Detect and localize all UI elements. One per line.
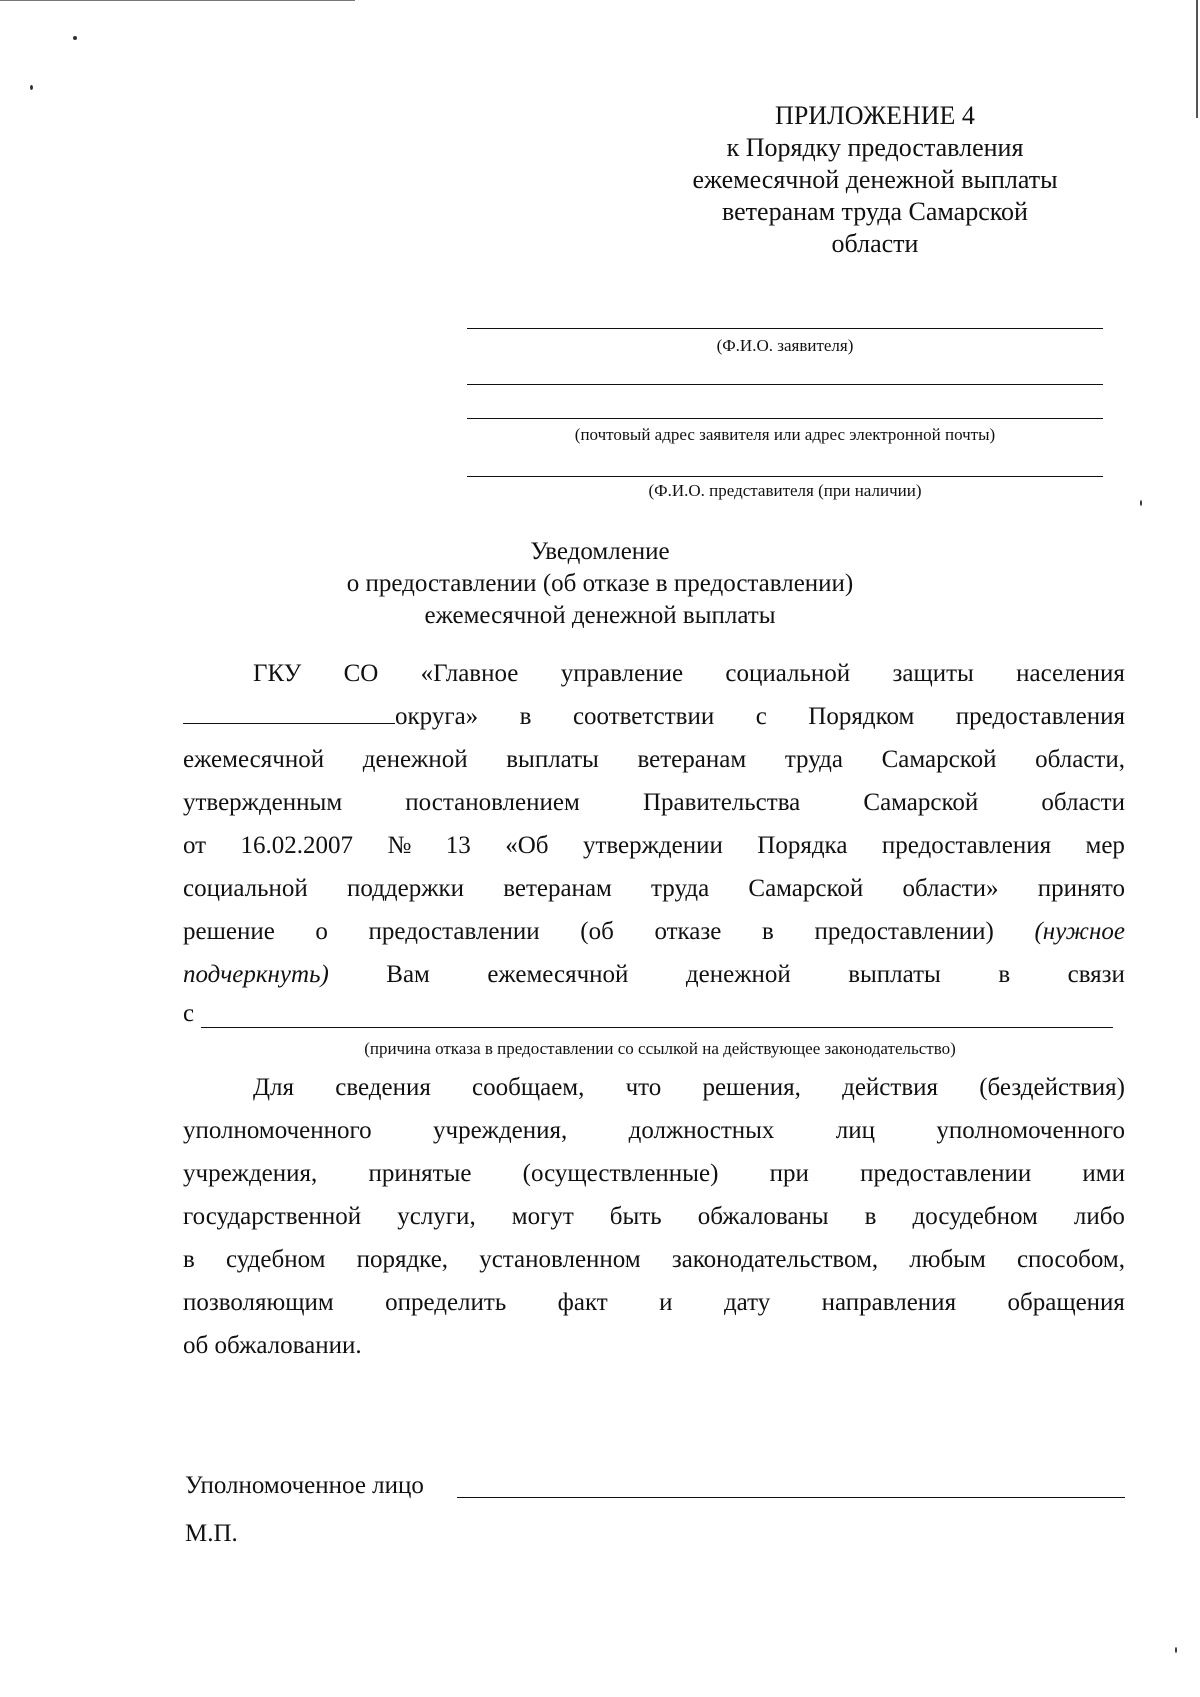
- scan-speck: [73, 36, 77, 40]
- paragraph-line: решение о предоставлении (об отказе в предоставлении) (нужное: [183, 918, 1125, 945]
- address-field-line-1[interactable]: [467, 384, 1103, 385]
- notice-title: [300, 536, 900, 632]
- scan-speck: [30, 85, 33, 90]
- paragraph-line: позволяющим определить факт и дату направления обращения: [183, 1289, 1125, 1316]
- scan-edge-right: [1196, 0, 1198, 118]
- paragraph-line: государственной услуги, могут быть обжалованы в досудебном либо: [183, 1203, 1125, 1230]
- paragraph-line: учреждения, принятые (осуществленные) при предоставлении ими: [183, 1160, 1125, 1187]
- paragraph-line: подчеркнуть) Вам ежемесячной денежной выплаты в связи: [183, 961, 1125, 988]
- signature-label: Уполномоченное лицо: [185, 1472, 424, 1499]
- representative-name-field[interactable]: [467, 476, 1103, 477]
- notice-title-line: о предоставлении (об отказе в предоставлении): [346, 570, 854, 597]
- scan-edge-top: [0, 0, 355, 1]
- paragraph-line: Для сведения сообщаем, что решения, действия (бездействия): [253, 1074, 1125, 1101]
- applicant-name-caption: (Ф.И.О. заявителя): [716, 336, 854, 355]
- scan-speck: [1175, 1647, 1177, 1653]
- representative-caption: (Ф.И.О. представителя (при наличии): [648, 481, 922, 500]
- paragraph-line: в судебном порядке, установленном законодательством, любым способом,: [183, 1246, 1125, 1273]
- paragraph-line: утвержденным постановлением Правительства Самарской области: [183, 789, 1125, 816]
- address-caption: (почтовый адрес заявителя или адрес электронной почты): [574, 425, 996, 444]
- appeal-paragraph: [183, 1066, 1125, 1367]
- appendix-line: ветеранам труда Самарской: [722, 197, 1028, 226]
- decision-paragraph: [183, 652, 1125, 996]
- signature-row: [185, 1470, 1125, 1504]
- seal-placeholder: М.П.: [185, 1520, 238, 1547]
- paragraph-line: об обжаловании.: [183, 1332, 362, 1359]
- district-blank-field[interactable]: [183, 695, 395, 724]
- applicant-name-field[interactable]: [467, 328, 1103, 329]
- appendix-line: области: [831, 229, 919, 258]
- paragraph-line: округа» в соответствии с Порядком предоставления: [183, 695, 1125, 738]
- reason-caption: (причина отказа в предоставлении со ссылкой на действующее законодательство): [364, 1039, 956, 1058]
- paragraph-line: ежемесячной денежной выплаты ветеранам труда Самарской области,: [183, 746, 1125, 773]
- address-field-line-2[interactable]: [467, 418, 1103, 419]
- signature-field[interactable]: [457, 1497, 1125, 1498]
- paragraph-line: уполномоченного учреждения, должностных лиц уполномоченного: [183, 1117, 1125, 1144]
- notice-title-line: ежемесячной денежной выплаты: [424, 602, 776, 629]
- appendix-line: ежемесячной денежной выплаты: [692, 165, 1058, 194]
- scan-speck: [1140, 500, 1142, 506]
- paragraph-line: ГКУ СО «Главное управление социальной защиты населения: [253, 660, 1125, 687]
- paragraph-line: от 16.02.2007 № 13 «Об утверждении Порядка предоставления мер: [183, 832, 1125, 859]
- paragraph-line: социальной поддержки ветеранам труда Самарской области» принято: [183, 875, 1125, 902]
- reason-row: [183, 1000, 1113, 1030]
- appendix-line: к Порядку предоставления: [726, 133, 1024, 162]
- reason-prefix: с: [183, 1000, 195, 1027]
- appendix-header: [640, 100, 1110, 260]
- reason-field[interactable]: [201, 1027, 1113, 1028]
- notice-title-line: Уведомление: [530, 538, 670, 565]
- appendix-number: ПРИЛОЖЕНИЕ 4: [775, 101, 975, 130]
